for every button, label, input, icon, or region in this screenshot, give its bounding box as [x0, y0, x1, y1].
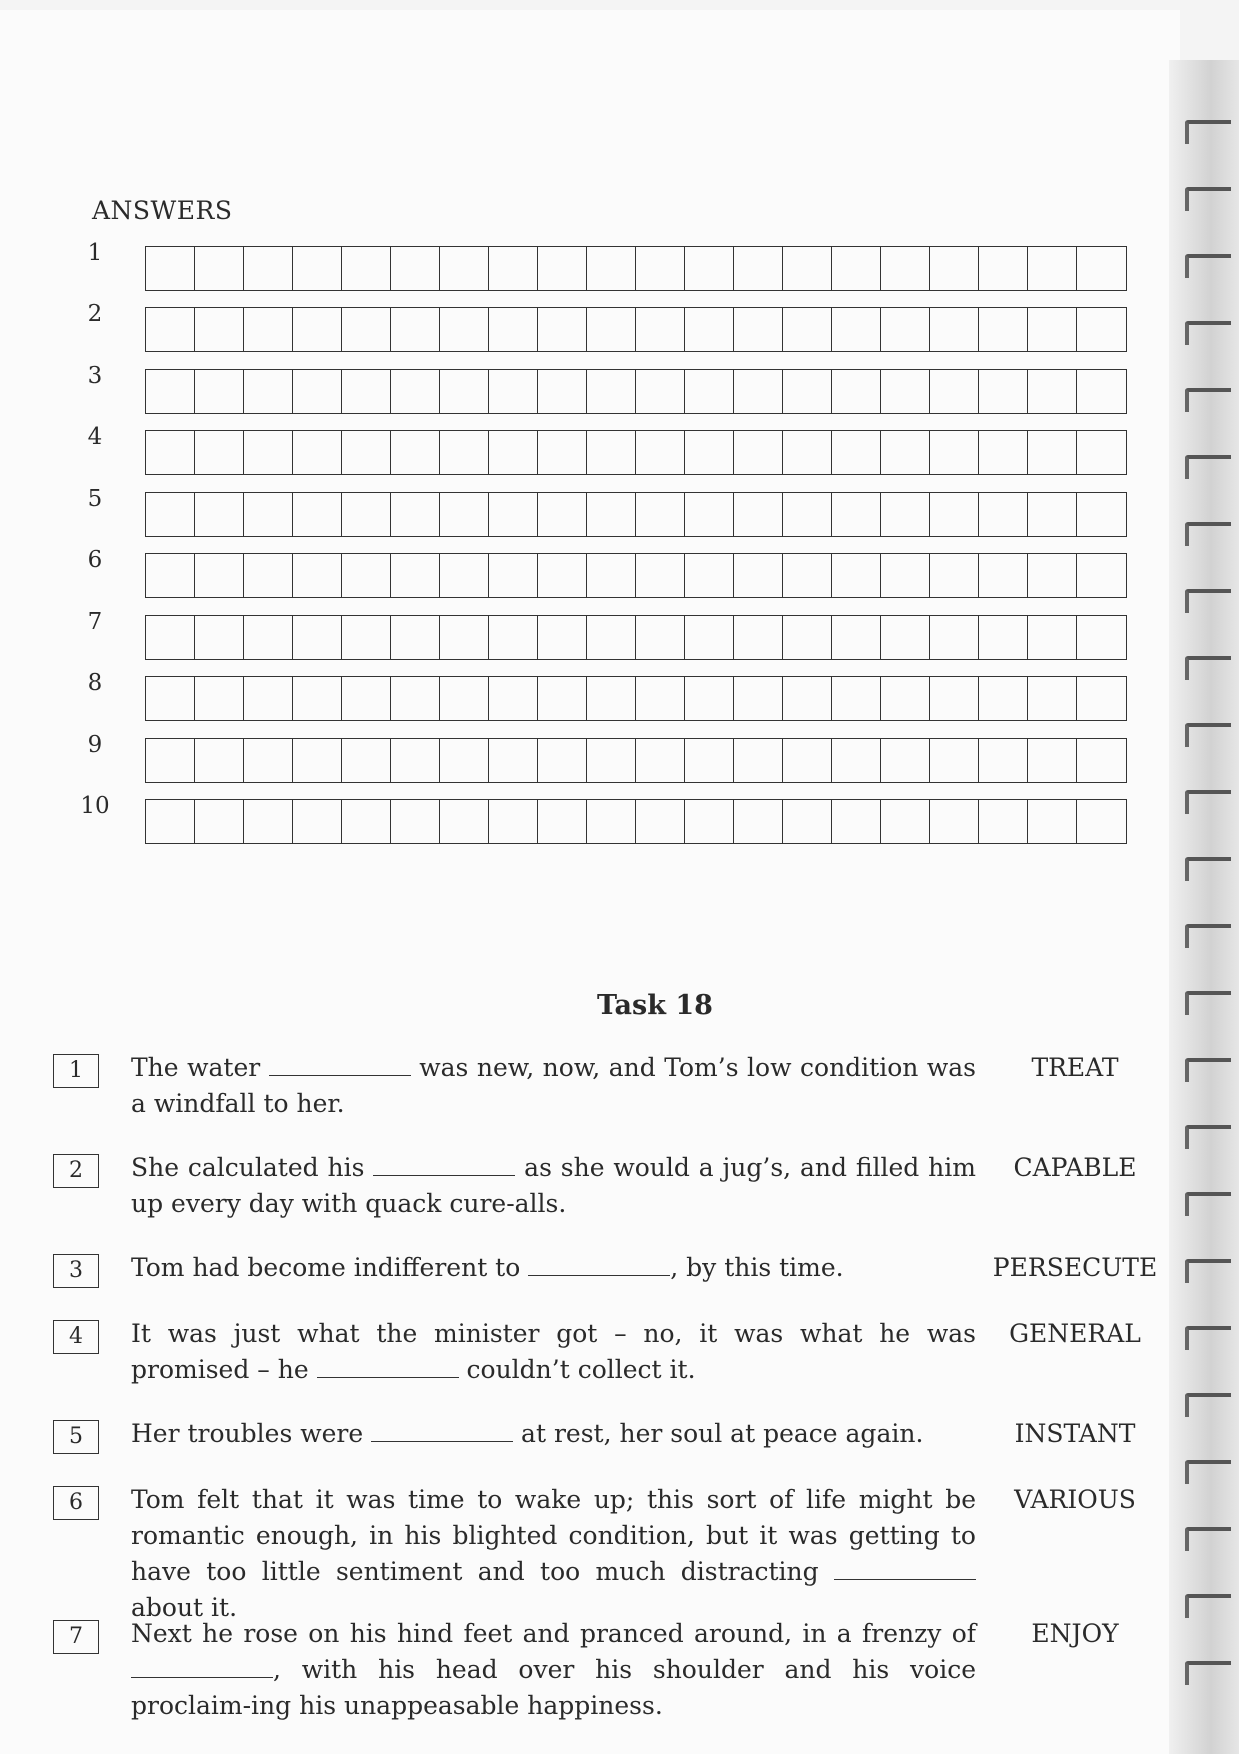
- answer-cell[interactable]: [293, 800, 342, 843]
- answer-cell[interactable]: [979, 800, 1028, 843]
- answer-cell[interactable]: [342, 308, 391, 351]
- answer-cell[interactable]: [195, 431, 244, 474]
- answer-cell[interactable]: [734, 247, 783, 290]
- answer-cell[interactable]: [489, 370, 538, 413]
- answer-cell[interactable]: [685, 677, 734, 720]
- answer-cell[interactable]: [832, 247, 881, 290]
- answer-cell[interactable]: [538, 554, 587, 597]
- answer-cell[interactable]: [342, 554, 391, 597]
- answer-cell[interactable]: [1077, 800, 1126, 843]
- answer-cells: [145, 307, 1127, 352]
- answer-cell[interactable]: [930, 308, 979, 351]
- answer-cell[interactable]: [979, 247, 1028, 290]
- answer-cell[interactable]: [440, 677, 489, 720]
- binding-ring: [1185, 1527, 1231, 1551]
- answer-cell[interactable]: [1028, 370, 1077, 413]
- answer-cell[interactable]: [195, 370, 244, 413]
- sentence-after-blank: couldn’t collect it.: [458, 1355, 696, 1384]
- answer-row-number: 6: [87, 547, 103, 573]
- answer-cell[interactable]: [587, 554, 636, 597]
- answer-row: [0, 793, 1170, 841]
- binding-ring: [1185, 723, 1231, 747]
- answer-cell[interactable]: [195, 554, 244, 597]
- answer-cell[interactable]: [685, 431, 734, 474]
- answer-row: [0, 609, 1170, 657]
- answer-cell[interactable]: [440, 800, 489, 843]
- item-number-box: 7: [53, 1620, 99, 1654]
- answer-cell[interactable]: [783, 739, 832, 782]
- answer-cell[interactable]: [146, 616, 195, 659]
- answer-cell[interactable]: [832, 370, 881, 413]
- answer-cell[interactable]: [685, 370, 734, 413]
- answer-cell[interactable]: [930, 800, 979, 843]
- binding-ring: [1185, 857, 1231, 881]
- answer-cell[interactable]: [440, 308, 489, 351]
- answer-cells: [145, 676, 1127, 721]
- binding-ring: [1185, 790, 1231, 814]
- answer-cell[interactable]: [587, 431, 636, 474]
- answer-cell[interactable]: [979, 554, 1028, 597]
- key-word: INSTANT: [1014, 1419, 1136, 1448]
- answer-cell[interactable]: [391, 370, 440, 413]
- answer-row-number: 3: [87, 363, 103, 389]
- answer-cell[interactable]: [979, 431, 1028, 474]
- answer-cell[interactable]: [881, 431, 930, 474]
- answer-cell[interactable]: [244, 800, 293, 843]
- answer-cell[interactable]: [832, 554, 881, 597]
- answer-cell[interactable]: [636, 431, 685, 474]
- answer-cell[interactable]: [538, 247, 587, 290]
- sentence-after-blank: as she would a jug’s, and filled him up every day with quack cure-alls.: [131, 1153, 976, 1218]
- answer-cell[interactable]: [587, 370, 636, 413]
- answer-blank[interactable]: [371, 1419, 513, 1442]
- answer-cell[interactable]: [440, 616, 489, 659]
- answer-row-number: 7: [87, 609, 103, 635]
- answer-cell[interactable]: [342, 677, 391, 720]
- answer-cell[interactable]: [783, 493, 832, 536]
- answer-row-number: 2: [87, 301, 103, 327]
- key-word: VARIOUS: [1014, 1485, 1136, 1514]
- answer-cell[interactable]: [489, 800, 538, 843]
- answer-cell[interactable]: [685, 247, 734, 290]
- answer-cell[interactable]: [440, 370, 489, 413]
- answer-cell[interactable]: [244, 431, 293, 474]
- item-number-box: 3: [53, 1254, 99, 1288]
- binding-ring: [1185, 924, 1231, 948]
- answer-cell[interactable]: [195, 677, 244, 720]
- item-sentence: [131, 1050, 976, 1122]
- answer-cell[interactable]: [489, 616, 538, 659]
- answer-cell[interactable]: [440, 431, 489, 474]
- answer-cell[interactable]: [195, 493, 244, 536]
- task-title: Task 18: [597, 990, 713, 1021]
- binding-ring: [1185, 254, 1231, 278]
- binding-ring: [1185, 187, 1231, 211]
- answer-cell[interactable]: [440, 554, 489, 597]
- answer-cell[interactable]: [538, 800, 587, 843]
- answer-cell[interactable]: [734, 739, 783, 782]
- answer-row: [0, 547, 1170, 595]
- answer-cell[interactable]: [244, 308, 293, 351]
- spiral-binding: [1169, 60, 1239, 1754]
- answer-row-number: 4: [87, 424, 103, 450]
- answer-cell[interactable]: [489, 739, 538, 782]
- item-sentence: [131, 1416, 976, 1452]
- answer-cell[interactable]: [391, 616, 440, 659]
- answer-cell[interactable]: [195, 616, 244, 659]
- answer-cell[interactable]: [1028, 616, 1077, 659]
- sentence-after-blank: at rest, her soul at peace again.: [513, 1419, 924, 1448]
- answer-cell[interactable]: [979, 677, 1028, 720]
- answer-cell[interactable]: [587, 308, 636, 351]
- answer-row-number: 9: [87, 732, 103, 758]
- answer-cell[interactable]: [685, 308, 734, 351]
- answer-cell[interactable]: [489, 493, 538, 536]
- sentence-before-blank: The water: [131, 1053, 269, 1082]
- answer-cell[interactable]: [293, 616, 342, 659]
- answer-cell[interactable]: [783, 800, 832, 843]
- answer-cell[interactable]: [293, 677, 342, 720]
- answer-cell[interactable]: [636, 493, 685, 536]
- answer-cell[interactable]: [538, 616, 587, 659]
- answer-cell[interactable]: [979, 370, 1028, 413]
- answer-cell[interactable]: [734, 554, 783, 597]
- binding-ring: [1185, 120, 1231, 144]
- answer-cell[interactable]: [244, 493, 293, 536]
- answer-cell[interactable]: [636, 800, 685, 843]
- answer-cell[interactable]: [881, 308, 930, 351]
- answer-cell[interactable]: [146, 370, 195, 413]
- answer-cell[interactable]: [538, 308, 587, 351]
- key-word: GENERAL: [1009, 1319, 1141, 1348]
- answer-cell[interactable]: [244, 370, 293, 413]
- item-sentence: [131, 1250, 976, 1286]
- binding-ring: [1185, 1460, 1231, 1484]
- answer-cell[interactable]: [587, 616, 636, 659]
- answer-row-number: 10: [80, 793, 110, 819]
- answer-cell[interactable]: [881, 739, 930, 782]
- answer-cell[interactable]: [587, 493, 636, 536]
- binding-ring: [1185, 1058, 1231, 1082]
- answer-cell[interactable]: [538, 370, 587, 413]
- answer-cell[interactable]: [195, 247, 244, 290]
- answer-row: [0, 486, 1170, 534]
- key-word: PERSECUTE: [992, 1253, 1158, 1282]
- answer-cell[interactable]: [1028, 247, 1077, 290]
- answer-cell[interactable]: [930, 616, 979, 659]
- sentence-before-blank: It was just what the minister got – no, it was what he was promised – he: [131, 1319, 976, 1384]
- answer-cell[interactable]: [930, 431, 979, 474]
- answer-blank[interactable]: [131, 1655, 273, 1678]
- answer-cell[interactable]: [1028, 554, 1077, 597]
- answer-row-number: 8: [87, 670, 103, 696]
- answer-cell[interactable]: [930, 677, 979, 720]
- key-word: ENJOY: [1031, 1619, 1119, 1648]
- answer-cell[interactable]: [1077, 247, 1126, 290]
- answer-cell[interactable]: [146, 739, 195, 782]
- answer-cell[interactable]: [734, 370, 783, 413]
- key-word: TREAT: [1031, 1053, 1119, 1082]
- answer-cell[interactable]: [832, 493, 881, 536]
- answer-cell[interactable]: [293, 554, 342, 597]
- answer-cell[interactable]: [930, 739, 979, 782]
- answer-cell[interactable]: [783, 554, 832, 597]
- answer-cell[interactable]: [146, 800, 195, 843]
- answer-cell[interactable]: [538, 493, 587, 536]
- answer-cell[interactable]: [146, 431, 195, 474]
- sentence-after-blank: about it.: [131, 1593, 238, 1622]
- answer-cells: [145, 615, 1127, 660]
- answer-cell[interactable]: [979, 308, 1028, 351]
- answer-cell[interactable]: [440, 739, 489, 782]
- answer-cell[interactable]: [734, 431, 783, 474]
- answer-cell[interactable]: [293, 431, 342, 474]
- answer-cell[interactable]: [1077, 677, 1126, 720]
- binding-ring: [1185, 589, 1231, 613]
- answer-cell[interactable]: [930, 247, 979, 290]
- answer-cell[interactable]: [146, 247, 195, 290]
- answer-cell[interactable]: [636, 677, 685, 720]
- answer-cells: [145, 553, 1127, 598]
- answer-cell[interactable]: [244, 739, 293, 782]
- answer-cells: [145, 799, 1127, 844]
- answer-cell[interactable]: [1077, 554, 1126, 597]
- binding-ring: [1185, 1326, 1231, 1350]
- item-sentence: [131, 1316, 976, 1388]
- answer-cell[interactable]: [783, 370, 832, 413]
- item-number-box: 2: [53, 1154, 99, 1188]
- binding-ring: [1185, 388, 1231, 412]
- sentence-after-blank: was new, now, and Tom’s low condition was a windfall to her.: [131, 1053, 977, 1118]
- answer-cell[interactable]: [783, 431, 832, 474]
- binding-ring: [1185, 1259, 1231, 1283]
- answer-cell[interactable]: [881, 370, 930, 413]
- item-sentence: [131, 1616, 976, 1724]
- answer-cell[interactable]: [146, 308, 195, 351]
- answer-cell[interactable]: [1077, 616, 1126, 659]
- answer-cells: [145, 246, 1127, 291]
- answer-cell[interactable]: [1028, 431, 1077, 474]
- answer-cell[interactable]: [538, 677, 587, 720]
- answer-cell[interactable]: [1077, 370, 1126, 413]
- binding-ring: [1185, 522, 1231, 546]
- answer-blank[interactable]: [834, 1557, 976, 1580]
- binding-ring: [1185, 656, 1231, 680]
- answer-cell[interactable]: [342, 739, 391, 782]
- answer-cell[interactable]: [587, 739, 636, 782]
- item-number-box: 5: [53, 1420, 99, 1454]
- item-number-box: 4: [53, 1320, 99, 1354]
- answer-cell[interactable]: [832, 431, 881, 474]
- answer-cell[interactable]: [538, 739, 587, 782]
- answer-cell[interactable]: [195, 800, 244, 843]
- sentence-before-blank: Tom had become indifferent to: [131, 1253, 529, 1282]
- answer-cell[interactable]: [391, 431, 440, 474]
- answer-cell[interactable]: [293, 370, 342, 413]
- binding-ring: [1185, 1393, 1231, 1417]
- answer-cells: [145, 492, 1127, 537]
- answer-cell[interactable]: [293, 247, 342, 290]
- answer-cell[interactable]: [195, 308, 244, 351]
- answer-cell[interactable]: [832, 308, 881, 351]
- answer-cell[interactable]: [342, 370, 391, 413]
- answer-cell[interactable]: [587, 677, 636, 720]
- sentence-before-blank: Her troubles were: [131, 1419, 372, 1448]
- answers-heading: ANSWERS: [92, 196, 233, 225]
- answer-cell[interactable]: [1077, 739, 1126, 782]
- answer-cell[interactable]: [489, 554, 538, 597]
- answer-cell[interactable]: [881, 554, 930, 597]
- answer-cell[interactable]: [391, 554, 440, 597]
- answer-row: [0, 301, 1170, 349]
- answer-cell[interactable]: [832, 800, 881, 843]
- answer-cell[interactable]: [881, 677, 930, 720]
- answer-cell[interactable]: [636, 616, 685, 659]
- answer-cell[interactable]: [489, 247, 538, 290]
- answer-cell[interactable]: [342, 493, 391, 536]
- answer-cell[interactable]: [587, 247, 636, 290]
- answer-cell[interactable]: [587, 800, 636, 843]
- answer-cell[interactable]: [783, 247, 832, 290]
- answer-blank[interactable]: [373, 1153, 515, 1176]
- sentence-before-blank: Tom felt that it was time to wake up; this sort of life might be romantic enough, in his blighted condition, but it was getting to have too little sentiment and too much distracting: [131, 1485, 976, 1586]
- answer-cell[interactable]: [636, 554, 685, 597]
- answer-cells: [145, 369, 1127, 414]
- answer-cell[interactable]: [440, 493, 489, 536]
- answer-cell[interactable]: [244, 554, 293, 597]
- answer-cell[interactable]: [734, 677, 783, 720]
- answer-cell[interactable]: [342, 616, 391, 659]
- answer-cell[interactable]: [930, 554, 979, 597]
- answer-cell[interactable]: [636, 739, 685, 782]
- answer-cell[interactable]: [685, 800, 734, 843]
- answer-cell[interactable]: [391, 739, 440, 782]
- answer-cell[interactable]: [685, 554, 734, 597]
- answer-row: [0, 732, 1170, 780]
- answer-cell[interactable]: [293, 493, 342, 536]
- answer-cell[interactable]: [685, 739, 734, 782]
- answer-cell[interactable]: [636, 247, 685, 290]
- sentence-after-blank: , with his head over his shoulder and his voice proclaim-ing his unappeasable happiness.: [131, 1655, 976, 1720]
- answer-row: [0, 424, 1170, 472]
- answer-cell[interactable]: [734, 616, 783, 659]
- answer-cell[interactable]: [342, 800, 391, 843]
- answer-cell[interactable]: [1077, 431, 1126, 474]
- answer-cell[interactable]: [440, 247, 489, 290]
- answer-cell[interactable]: [293, 739, 342, 782]
- answer-cell[interactable]: [244, 616, 293, 659]
- answer-cell[interactable]: [146, 493, 195, 536]
- binding-ring: [1185, 1594, 1231, 1618]
- answer-cell[interactable]: [930, 493, 979, 536]
- answer-cell[interactable]: [734, 308, 783, 351]
- answer-cell[interactable]: [979, 493, 1028, 536]
- answer-cell[interactable]: [979, 739, 1028, 782]
- answer-cell[interactable]: [734, 800, 783, 843]
- answer-cell[interactable]: [930, 370, 979, 413]
- answer-blank[interactable]: [528, 1253, 670, 1276]
- answer-blank[interactable]: [269, 1053, 411, 1076]
- item-sentence: [131, 1482, 976, 1626]
- answer-cell[interactable]: [636, 370, 685, 413]
- binding-ring: [1185, 1192, 1231, 1216]
- key-word: CAPABLE: [1013, 1153, 1137, 1182]
- answer-cell[interactable]: [489, 677, 538, 720]
- answer-cell[interactable]: [293, 308, 342, 351]
- answer-cell[interactable]: [538, 431, 587, 474]
- answer-cell[interactable]: [881, 247, 930, 290]
- answer-cell[interactable]: [685, 493, 734, 536]
- binding-ring: [1185, 1661, 1231, 1685]
- answer-cell[interactable]: [391, 308, 440, 351]
- answer-cell[interactable]: [1028, 800, 1077, 843]
- item-number-box: 1: [53, 1054, 99, 1088]
- answer-cells: [145, 738, 1127, 783]
- answer-cell[interactable]: [244, 247, 293, 290]
- answer-cells: [145, 430, 1127, 475]
- answer-cell[interactable]: [832, 677, 881, 720]
- answer-blank[interactable]: [317, 1355, 459, 1378]
- answer-cell[interactable]: [342, 431, 391, 474]
- binding-ring: [1185, 1125, 1231, 1149]
- answer-cell[interactable]: [1077, 493, 1126, 536]
- answer-cell[interactable]: [832, 739, 881, 782]
- answer-cell[interactable]: [734, 493, 783, 536]
- answer-cell[interactable]: [146, 677, 195, 720]
- answer-cell[interactable]: [391, 677, 440, 720]
- answer-cell[interactable]: [1028, 308, 1077, 351]
- answer-cell[interactable]: [146, 554, 195, 597]
- answer-cell[interactable]: [832, 616, 881, 659]
- sentence-after-blank: , by this time.: [670, 1253, 844, 1282]
- answer-cell[interactable]: [244, 677, 293, 720]
- answer-cell[interactable]: [391, 247, 440, 290]
- answer-cell[interactable]: [1077, 308, 1126, 351]
- answer-row: [0, 363, 1170, 411]
- answer-row-number: 1: [87, 240, 103, 266]
- binding-ring: [1185, 321, 1231, 345]
- answer-cell[interactable]: [1028, 493, 1077, 536]
- answer-cell[interactable]: [783, 308, 832, 351]
- answer-row: [0, 240, 1170, 288]
- answer-cell[interactable]: [1028, 739, 1077, 782]
- answer-cell[interactable]: [391, 800, 440, 843]
- answer-cell[interactable]: [685, 616, 734, 659]
- answer-cell[interactable]: [636, 308, 685, 351]
- answer-cell[interactable]: [391, 493, 440, 536]
- answer-cell[interactable]: [881, 616, 930, 659]
- answer-cell[interactable]: [881, 800, 930, 843]
- item-number-box: 6: [53, 1486, 99, 1520]
- answer-cell[interactable]: [783, 677, 832, 720]
- answer-row: [0, 670, 1170, 718]
- answer-cell[interactable]: [342, 247, 391, 290]
- answer-cell[interactable]: [979, 616, 1028, 659]
- answer-cell[interactable]: [1028, 677, 1077, 720]
- item-sentence: [131, 1150, 976, 1222]
- answer-row-number: 5: [87, 486, 103, 512]
- answer-cell[interactable]: [489, 308, 538, 351]
- binding-ring: [1185, 455, 1231, 479]
- answer-cell[interactable]: [195, 739, 244, 782]
- sentence-before-blank: Next he rose on his hind feet and pranced around, in a frenzy of: [131, 1619, 976, 1648]
- answer-cell[interactable]: [783, 616, 832, 659]
- sentence-before-blank: She calculated his: [131, 1153, 374, 1182]
- answer-cell[interactable]: [881, 493, 930, 536]
- answer-cell[interactable]: [489, 431, 538, 474]
